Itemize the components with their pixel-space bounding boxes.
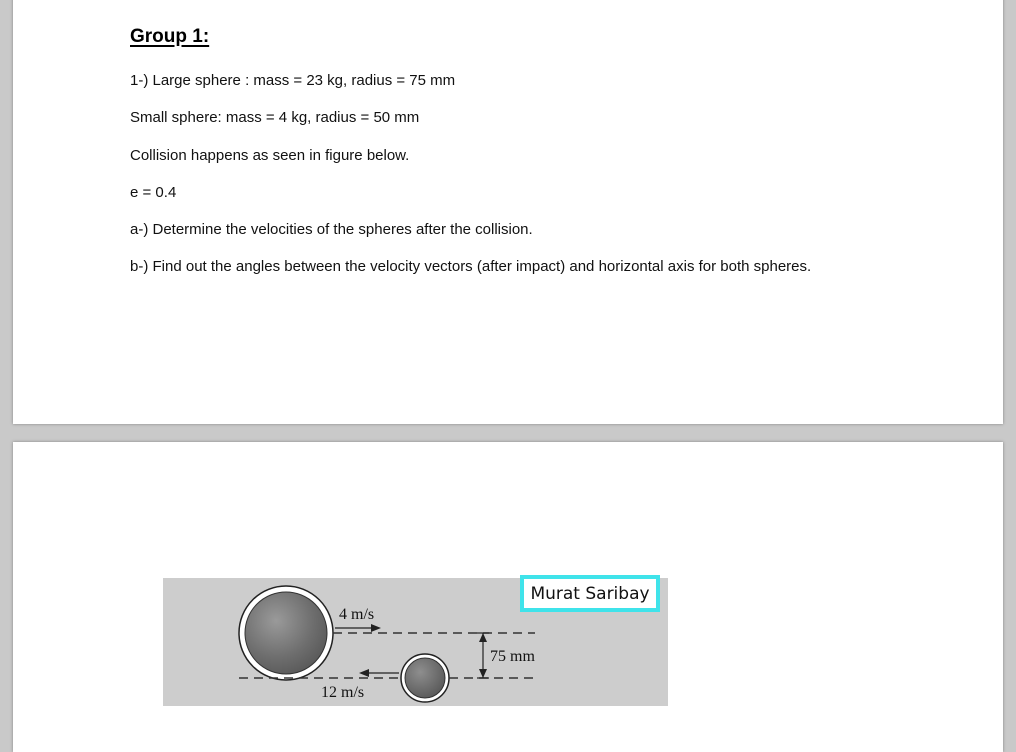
velocity-arrow-left: [359, 669, 399, 677]
author-label: Murat Saribay: [520, 575, 660, 612]
offset-label: 75 mm: [490, 648, 535, 665]
collision-note: Collision happens as seen in figure below.: [130, 147, 410, 164]
document-page-2: [13, 442, 1003, 752]
velocity-arrow-right: [335, 624, 381, 632]
restitution-value: e = 0.4: [130, 184, 177, 201]
small-sphere-spec: Small sphere: mass = 4 kg, radius = 50 mm: [130, 109, 420, 126]
small-sphere-velocity-label: 12 m/s: [321, 684, 365, 701]
question-a: a-) Determine the velocities of the spheres after the collision.: [130, 221, 533, 238]
document-page-1: [13, 0, 1003, 424]
offset-dimension: [477, 633, 489, 678]
large-sphere-velocity-label: 4 m/s: [339, 606, 375, 623]
large-sphere-spec: 1-) Large sphere : mass = 23 kg, radius = 75 mm: [130, 72, 456, 89]
group-heading: Group 1:: [130, 26, 210, 47]
question-b: b-) Find out the angles between the velocity vectors (after impact) and horizontal axis for both spheres.: [130, 258, 812, 275]
collision-figure: [163, 578, 668, 706]
